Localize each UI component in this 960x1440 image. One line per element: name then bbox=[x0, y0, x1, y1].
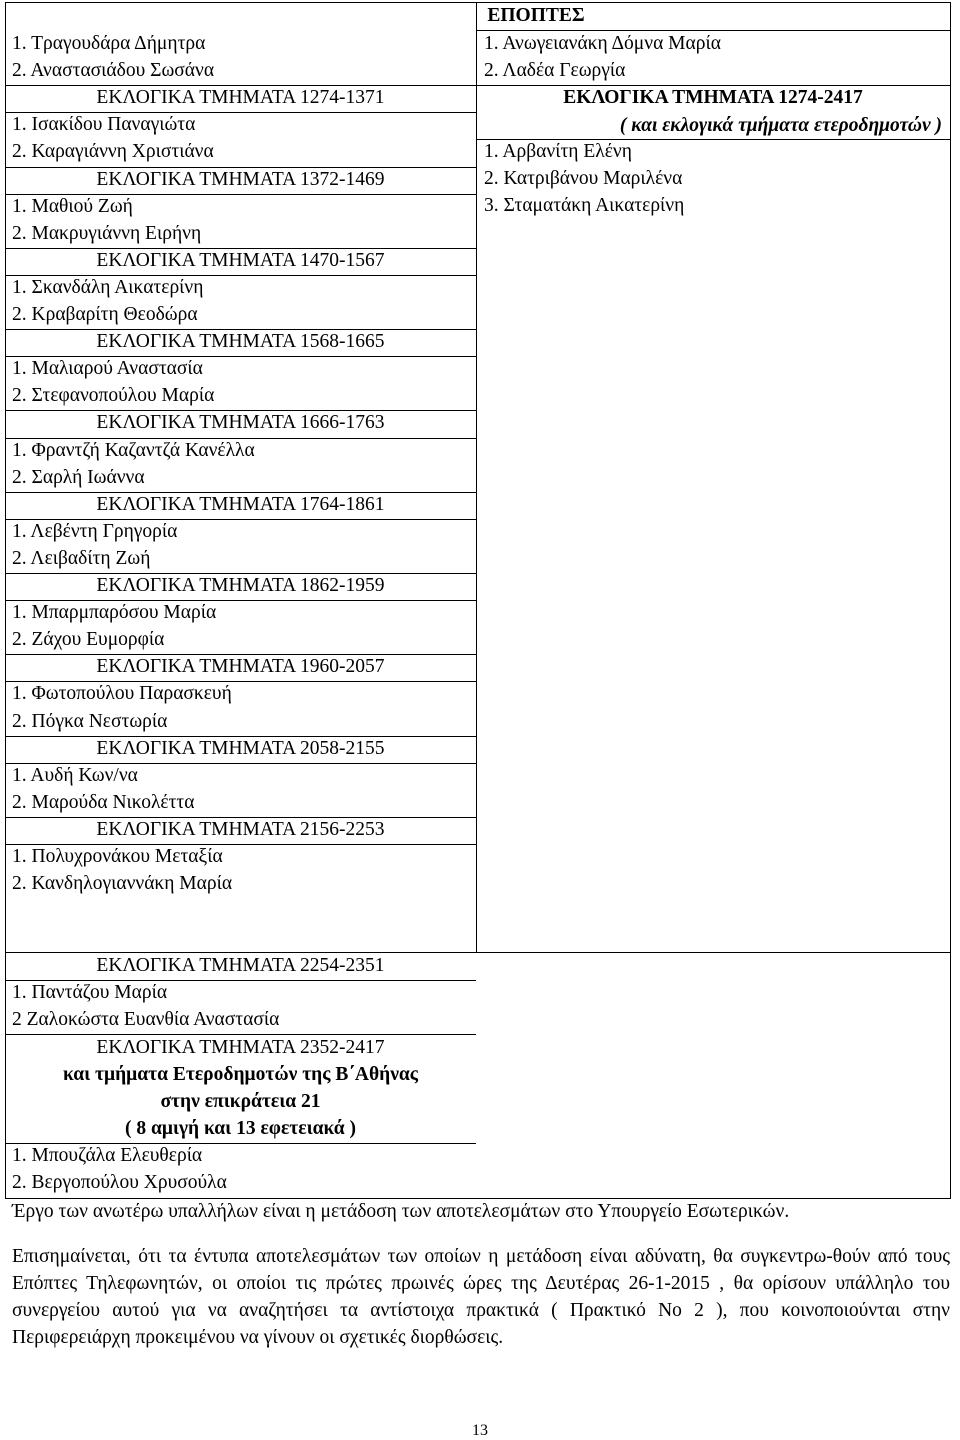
section-heading: ΕΚΛΟΓΙΚΑ ΤΜΗΜΑΤΑ 1470-1567 bbox=[96, 249, 385, 271]
section-heading: ΕΚΛΟΓΙΚΑ ΤΜΗΜΑΤΑ 1666-1763 bbox=[96, 412, 385, 434]
list-item: 2. Στεφανοπούλου Μαρία bbox=[12, 385, 215, 407]
list-item: 1. Σκανδάλη Αικατερίνη bbox=[12, 276, 204, 298]
row-separator bbox=[5, 112, 476, 113]
list-item: 1. Μαλιαρού Αναστασία bbox=[12, 358, 203, 380]
section-heading: ΕΚΛΟΓΙΚΑ ΤΜΗΜΑΤΑ 2156-2253 bbox=[96, 818, 385, 840]
section-heading: ΕΚΛΟΓΙΚΑ ΤΜΗΜΑΤΑ 2352-2417 bbox=[96, 1037, 385, 1058]
section-heading: ΕΚΛΟΓΙΚΑ ΤΜΗΜΑΤΑ 1568-1665 bbox=[96, 331, 385, 353]
header-underline-right bbox=[476, 30, 951, 31]
section-heading: ΕΚΛΟΓΙΚΑ ΤΜΗΜΑΤΑ 1274-1371 bbox=[96, 87, 385, 109]
section-heading: ΕΚΛΟΓΙΚΑ ΤΜΗΜΑΤΑ 1274-2417 bbox=[563, 87, 863, 108]
row-separator bbox=[5, 1143, 476, 1144]
notice-paragraph: Επισημαίνεται, ότι τα έντυπα αποτελεσμάτων των οποίων η μετάδοση είναι αδύνατη, θα συγκεντρω-θούν από τους Επόπτες Τηλεφωνητών, οι οποίοι τις πρώτες πρωινές ώρες της Δευτέρας 26-1-2015 , θα ορίσουν υπάλληλο του συνεργείου αυτού για να αναζητήσει τα αντίστοιχα πρακτικά ( Πρακτικό Νο 2 ), που κοινοποιούνται στην Περιφερειάρχη προκειμένου να γίνουν οι σχετικές διορθώσεις. bbox=[12, 1246, 950, 1348]
list-item: 2. Μαρούδα Νικολέττα bbox=[12, 791, 195, 813]
row-separator bbox=[5, 600, 476, 601]
row-separator bbox=[5, 167, 476, 168]
list-item: 1. Αυδή Κων/να bbox=[12, 764, 138, 786]
list-item: 2. Μακρυγιάννη Ειρήνη bbox=[12, 222, 202, 244]
row-separator bbox=[5, 763, 476, 764]
list-item: 2. Βεργοπούλου Χρυσούλα bbox=[12, 1172, 227, 1193]
list-item: 2. Σαρλή Ιωάννα bbox=[12, 466, 145, 488]
section-heading-line: στην επικράτεια 21 bbox=[160, 1091, 321, 1112]
row-separator bbox=[5, 194, 476, 195]
duty-note: Έργο των ανωτέρω υπαλλήλων είναι η μετάδοση των αποτελεσμάτων στο Υπουργείο Εσωτερικών. bbox=[12, 1201, 790, 1222]
section-heading: ΕΚΛΟΓΙΚΑ ΤΜΗΜΑΤΑ 2058-2155 bbox=[96, 737, 385, 759]
list-item: 3. Σταματάκη Αικατερίνη bbox=[484, 195, 685, 216]
row-separator bbox=[5, 248, 476, 249]
supervisors-title: ΕΠΟΠΤΕΣ bbox=[487, 5, 585, 26]
list-item: 1. Τραγουδάρα Δήμητρα bbox=[12, 33, 206, 54]
row-separator bbox=[5, 275, 476, 276]
row-separator bbox=[5, 736, 476, 737]
list-item: 2. Λειβαδίτη Ζωή bbox=[12, 547, 151, 569]
list-item: 1. Μαθιού Ζωή bbox=[12, 195, 133, 217]
list-item: 2. Κανδηλογιαννάκη Μαρία bbox=[12, 873, 233, 895]
row-separator bbox=[5, 410, 476, 411]
row-separator bbox=[5, 952, 951, 953]
section-heading: ΕΚΛΟΓΙΚΑ ΤΜΗΜΑΤΑ 1960-2057 bbox=[96, 656, 385, 678]
row-separator bbox=[5, 492, 476, 493]
section-heading: ΕΚΛΟΓΙΚΑ ΤΜΗΜΑΤΑ 2254-2351 bbox=[96, 955, 385, 976]
section-heading-line: και τμήματα Ετεροδημοτών της Β΄Αθήνας bbox=[62, 1064, 419, 1085]
section-heading: ΕΚΛΟΓΙΚΑ ΤΜΗΜΑΤΑ 1764-1861 bbox=[96, 493, 385, 515]
row-separator bbox=[5, 438, 476, 439]
row-separator bbox=[5, 817, 476, 818]
table-mid-border bbox=[476, 2, 477, 952]
list-item: 1. Λεβέντη Γρηγορία bbox=[12, 520, 178, 542]
list-item: 1. Παντάζου Μαρία bbox=[12, 982, 168, 1003]
row-separator bbox=[5, 844, 476, 845]
list-item: 1. Φωτοπούλου Παρασκευή bbox=[12, 683, 232, 705]
list-item: 1. Ανωγειανάκη Δόμνα Μαρία bbox=[484, 33, 721, 54]
list-item: 1. Ισακίδου Παναγιώτα bbox=[12, 114, 196, 136]
section-heading: ΕΚΛΟΓΙΚΑ ΤΜΗΜΑΤΑ 1862-1959 bbox=[96, 575, 385, 596]
list-item: 2. Καραγιάννη Χριστιάνα bbox=[12, 141, 214, 163]
section-heading: ΕΚΛΟΓΙΚΑ ΤΜΗΜΑΤΑ 1372-1469 bbox=[96, 168, 385, 190]
list-item: 2. Λαδέα Γεωργία bbox=[484, 60, 626, 81]
row-separator bbox=[5, 85, 476, 86]
row-separator bbox=[5, 356, 476, 357]
section-subheading: ( και εκλογικά τμήματα ετεροδημοτών ) bbox=[619, 115, 942, 136]
row-separator bbox=[5, 329, 476, 330]
row-separator bbox=[476, 85, 951, 86]
row-separator bbox=[5, 519, 476, 520]
row-separator bbox=[5, 980, 476, 981]
row-separator bbox=[5, 654, 476, 655]
list-item: 2. Ζάχου Ευμορφία bbox=[12, 629, 165, 651]
table-bottom-border bbox=[5, 1198, 951, 1199]
table-right-border bbox=[950, 2, 951, 1198]
page-number: 13 bbox=[472, 1422, 488, 1439]
list-item: 2. Κατριβάνου Μαριλένα bbox=[484, 168, 683, 189]
list-item: 1. Μπαρμπαρόσου Μαρία bbox=[12, 602, 217, 624]
list-item: 2. Κραβαρίτη Θεοδώρα bbox=[12, 304, 198, 325]
list-item: 2. Πόγκα Νεστωρία bbox=[12, 710, 168, 732]
row-separator bbox=[5, 681, 476, 682]
list-item: 1. Πολυχρονάκου Μεταξία bbox=[12, 846, 223, 867]
list-item: 1. Αρβανίτη Ελένη bbox=[484, 141, 632, 162]
list-item: 2 Ζαλοκώστα Ευανθία Αναστασία bbox=[12, 1009, 280, 1030]
list-item: 1. Φραντζή Καζαντζά Κανέλλα bbox=[12, 439, 255, 461]
section-heading-line: ( 8 αμιγή και 13 εφετειακά ) bbox=[124, 1118, 357, 1139]
row-separator bbox=[5, 573, 476, 574]
list-item: 2. Αναστασιάδου Σωσάνα bbox=[12, 60, 215, 82]
table-top-border bbox=[5, 2, 951, 3]
list-item: 1. Μπουζάλα Ελευθερία bbox=[12, 1145, 203, 1166]
row-separator bbox=[476, 139, 951, 140]
row-separator bbox=[5, 1034, 476, 1035]
